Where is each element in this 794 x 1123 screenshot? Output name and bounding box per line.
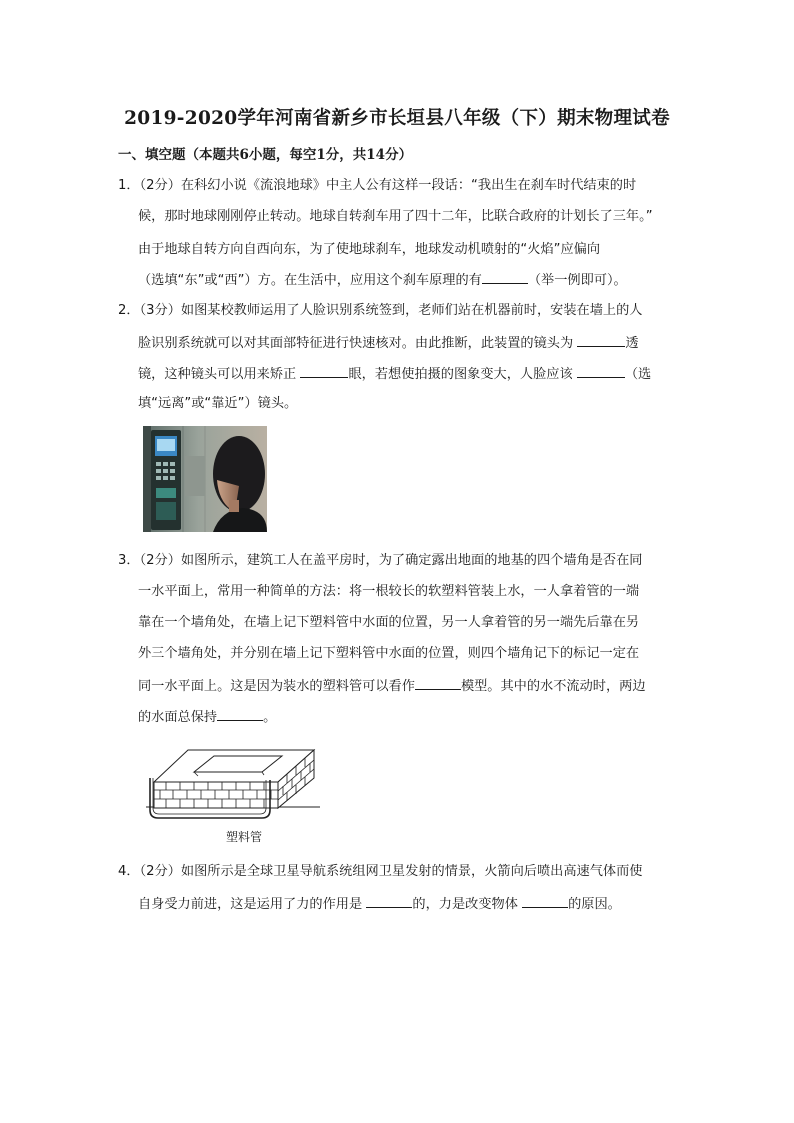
q4-line-2 [138,894,621,914]
q2-line-3-text-b: 眼，若想使拍摄的图象变大，人脸应该 [348,367,577,382]
q4-line-2-text-a: 自身受力前进，这是运用了力的作用是 [138,897,367,912]
q3-line-5-text-a: 同一水平面上。这是因为装水的塑料管可以看作 [138,679,415,694]
q3-line-5-text-b: 模型。其中的水不流动时，两边 [460,679,646,694]
q2-line-2-text-b: 透 [625,336,639,351]
q3-line-5 [138,676,646,696]
answer-blank[interactable] [366,894,412,908]
q1-line-4-text-b: （举一例即可）。 [527,273,627,288]
exam-title: 2019-2020学年河南省新乡市长垣县八年级（下）期末物理试卷 [124,108,670,129]
q1-line-4-text-a: （选填“东”或“西”）方。在生活中，应用这个刹车原理的有 [138,273,482,288]
brick-foundation-diagram [146,744,326,846]
answer-blank[interactable] [217,707,263,721]
q1-line-3-text: 由于地球自转方向自西向东，为了使地球刹车，地球发动机喷射的“火焰”应偏向 [138,242,601,257]
section-heading: 一、填空题（本题共6小题，每空1分，共14分） [118,147,413,163]
q1-line-1: 1．（2分）在科幻小说《流浪地球》中主人公有这样一段话：“我出生在刹车时代结束的时 [118,178,637,193]
q2-line-3-text-c: （选 [624,367,652,382]
answer-blank[interactable] [577,333,625,347]
q3-line-2: 一水平面上，常用一种简单的方法：将一根较长的软塑料管装上水，一人拿着管的一端 [138,584,640,599]
q2-line-3 [138,364,651,384]
q4-line-2-text-b: 的，力是改变物体 [412,897,523,912]
q3-line-6 [138,707,276,727]
foundation-figure [146,744,326,846]
answer-blank[interactable] [415,676,461,690]
answer-blank[interactable] [522,894,568,908]
q4-line-1: 4．（2分）如图所示是全球卫星导航系统组网卫星发射的情景，火箭向后喷出高速气体而使 [118,864,643,879]
q2-line-4: 填“远离”或“靠近”）镜头。 [138,396,298,411]
q3-line-1: 3．（2分）如图所示，建筑工人在盖平房时，为了确定露出地面的地基的四个墙角是否在同 [118,553,643,568]
q1-line-2: 候，那时地球刚刚停止转动。地球自转刹车用了四十二年，比联合政府的计划长了三年。” [138,209,653,224]
q3-line-3: 靠在一个墙角处，在墙上记下塑料管中水面的位置，另一人拿着管的另一端先后靠在另 [138,615,640,630]
q1-line-4 [138,270,627,290]
q2-line-1: 2．（3分）如图某校教师运用了人脸识别系统签到，老师们站在机器前时，安装在墙上的人 [118,303,643,318]
answer-blank[interactable] [577,364,625,378]
q3-line-6-text-a: 的水面总保持 [138,710,218,725]
face-recognition-photo [143,426,267,532]
q2-line-3-text-a: 镜，这种镜头可以用来矫正 [138,367,301,382]
q2-line-2 [138,333,639,353]
q4-line-2-text-c: 的原因。 [568,897,621,912]
answer-blank[interactable] [300,364,348,378]
plastic-tube-label: 塑料管 [226,830,263,844]
q3-line-4: 外三个墙角处，并分别在墙上记下塑料管中水面的位置，则四个墙角记下的标记一定在 [138,646,640,661]
face-recognition-scene-image [143,426,267,532]
q1-line-3 [138,239,604,259]
answer-blank[interactable] [482,270,528,284]
q3-line-6-text-b: 。 [263,710,277,725]
q2-line-2-text-a: 脸识别系统就可以对其面部特征进行快速核对。由此推断，此装置的镜头为 [138,336,578,351]
